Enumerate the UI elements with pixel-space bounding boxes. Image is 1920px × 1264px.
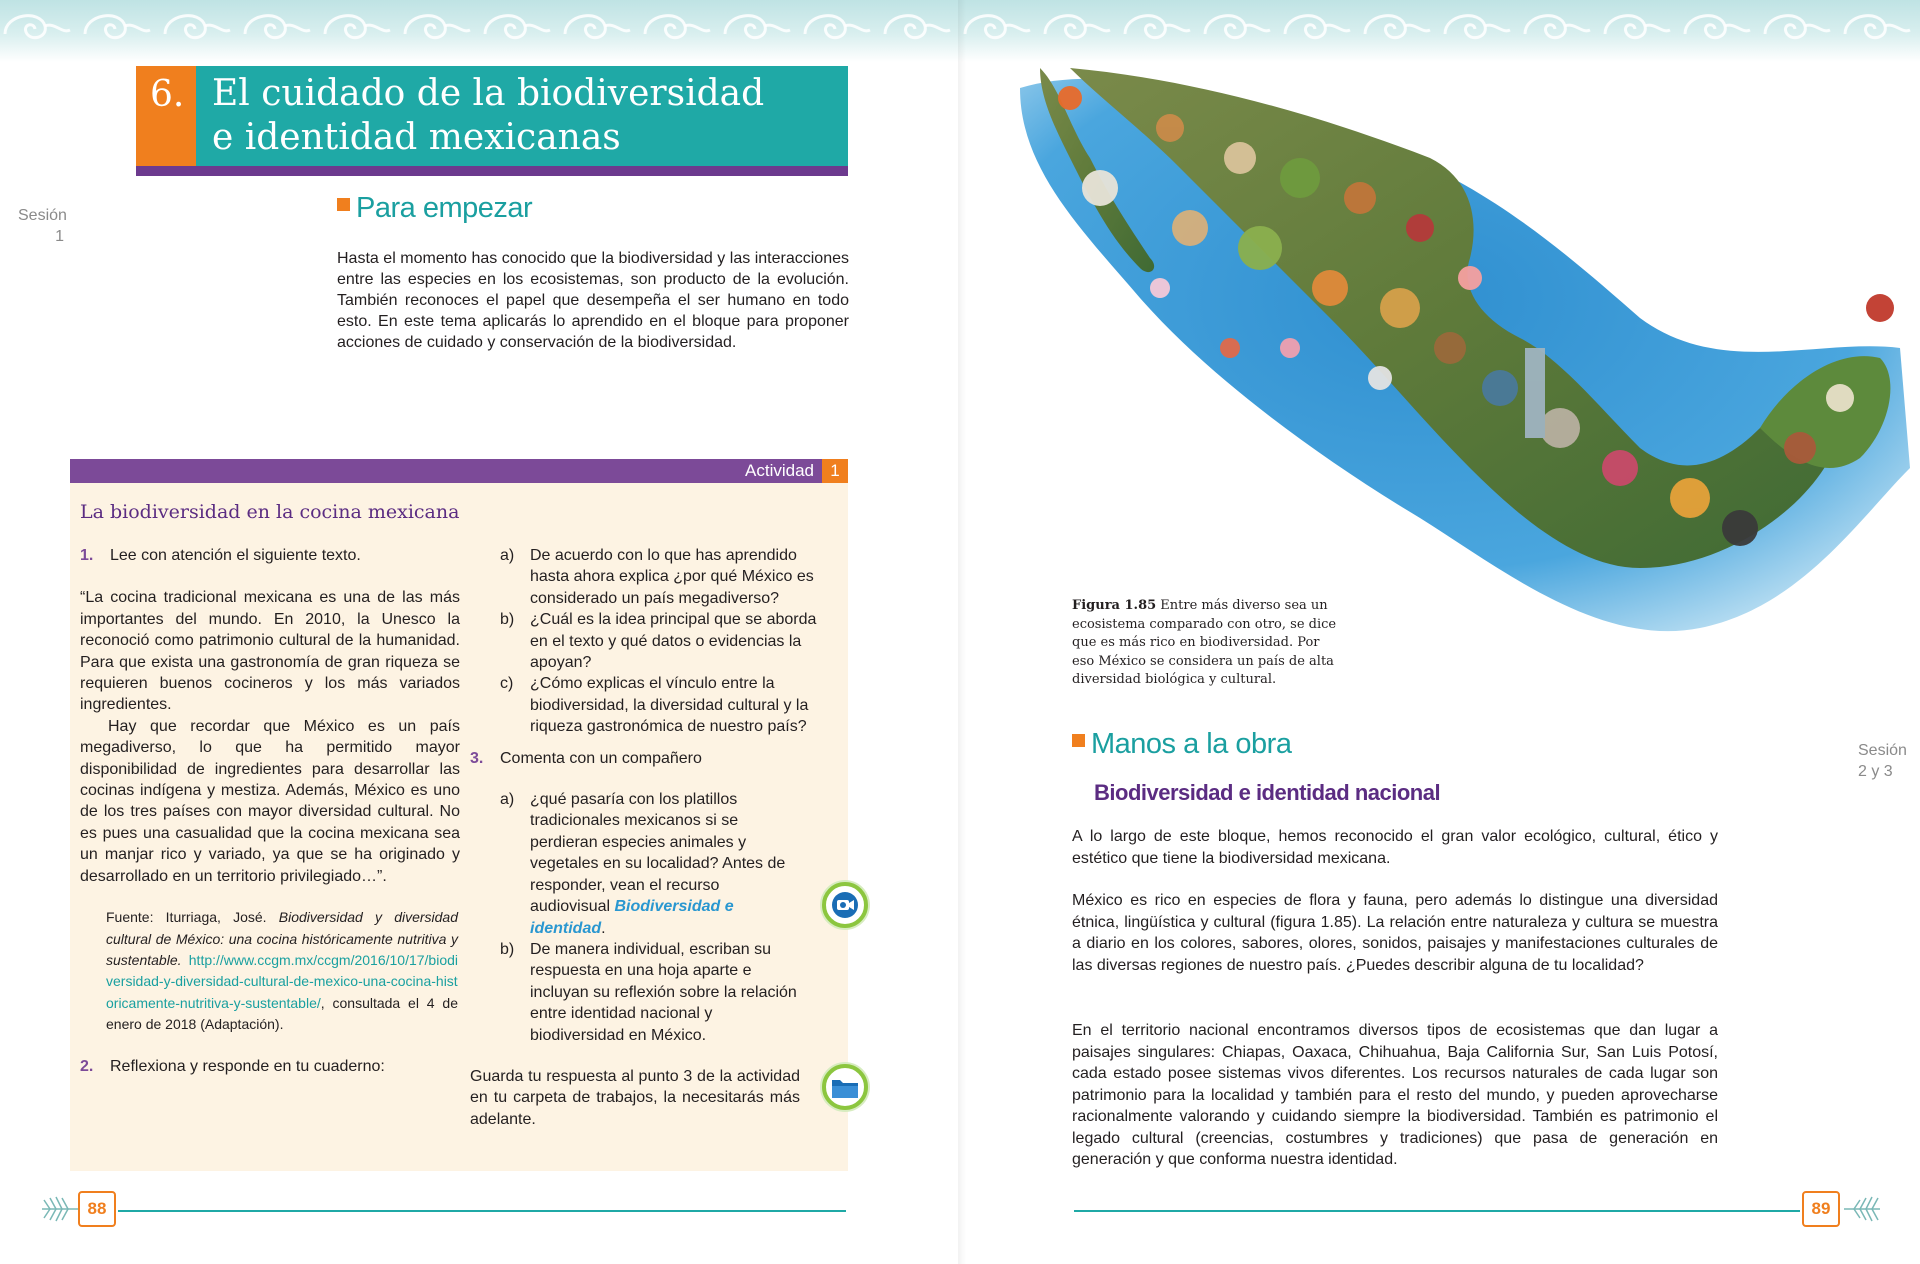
page-number-left: 88	[78, 1191, 116, 1227]
figure-label: Figura 1.85	[1072, 598, 1157, 613]
activity-number: 1	[822, 459, 848, 483]
intro-paragraph: Hasta el momento has conocido que la biodiversidad y las interacciones entre las especies en los ecosistemas, son producto de la evolución. También reconoces el papel que desempeña el ser humano en todo esto. En este tema aplicarás lo aprendido en el bloque para proponer acciones de cuidado y conservación de la biodiversidad.	[337, 250, 849, 351]
session-label: Sesión	[1858, 742, 1907, 759]
portfolio-folder-icon[interactable]	[822, 1064, 868, 1110]
chapter-title-block	[136, 66, 848, 176]
page-number-right: 89	[1802, 1191, 1840, 1227]
book-spine-shadow	[958, 0, 966, 1264]
step-3-a: a) ¿qué pasaría con los platillos tradicionales mexicanos si se perdieran especies animales y vegetales en su localidad? Antes de responder, vean el recurso audiovisual Biodiversidad e identidad.	[500, 791, 786, 937]
orange-square-bullet	[1072, 734, 1085, 747]
title-underline-bar	[136, 166, 848, 176]
section-heading-para-empezar: Para empezar	[337, 192, 532, 225]
chapter-title	[196, 66, 848, 166]
orange-square-bullet	[337, 198, 350, 211]
quote-paragraph-1: “La cocina tradicional mexicana es una de las más importantes del mundo. En 2010, la Unesco la reconoció como patrimonio cultural de la humanidad. Para que exista una gastronomía de gran riqueza se requieren buenos cocineros y los más variados ingredientes.	[80, 589, 460, 714]
chapter-title-line2: e identidad mexicanas	[212, 117, 621, 158]
step-3: 3. Comenta con un compañero	[470, 749, 702, 767]
activity-left-column	[80, 545, 460, 1077]
footer-line-right	[1074, 1210, 1800, 1212]
activity-title: La biodiversidad en la cocina mexicana	[80, 501, 460, 523]
session-label: Sesión	[18, 207, 67, 224]
session-number: 1	[55, 228, 64, 245]
paragraph-1: A lo largo de este bloque, hemos reconocido el gran valor ecológico, cultural, ético y estético que tiene la biodiversidad mexicana.	[1072, 828, 1718, 867]
source-link[interactable]: http://www.ccgm.mx/ccgm/2016/10/17/biodiversidad-y-diversidad-cultural-de-mexico-una-cocina-historicamente-nutritiva-y-sustentable/	[106, 951, 458, 1011]
subsection-heading: Biodiversidad e identidad nacional	[1094, 780, 1441, 805]
activity-label: Actividad	[745, 461, 814, 480]
camera-glyph-icon	[832, 892, 858, 918]
figure-caption: Figura 1.85 Entre más diverso sea un ecosistema comparado con otro, se dice que es más rico en biodiversidad. Por eso México se considera un país de alta diversidad biológica y cultural.	[1072, 598, 1337, 687]
quote-paragraph-2: Hay que recordar que México es un país megadiverso, lo que ha permitido mayor disponibilidad de ingredientes para desarrollar las cocinas indígena y mestiza. Además, México es uno de los tres países con mayor diversidad cultural. No es pues una casualidad que la cocina mexicana sea un manjar rico y variado, ya que se ha originado y desarrollado en un territorio privilegiado…”.	[80, 717, 460, 885]
illustrated-map-of-mexico	[1000, 48, 1920, 688]
folder-glyph-icon	[830, 1074, 860, 1100]
activity-header-bar	[70, 459, 848, 483]
step-3-b: b) De manera individual, escriban su respuesta en una hoja aparte e incluyan su reflexión sobre la relación entre identidad nacional y biodiversidad en México.	[500, 940, 797, 1044]
session-number: 2 y 3	[1858, 763, 1893, 780]
session-marker-right	[1858, 740, 1907, 782]
activity-box	[70, 459, 848, 1171]
chapter-number: 6.	[136, 66, 196, 166]
session-marker-left	[18, 205, 67, 247]
closing-note: Guarda tu respuesta al punto 3 de la actividad en tu carpeta de trabajos, la necesitarás más adelante.	[470, 1067, 800, 1128]
paragraph-3: En el territorio nacional encontramos diversos tipos de ecosistemas que dan lugar a paisajes singulares: Chiapas, Oaxaca, Chihuahua, Baja California Sur, San Luis Potosí, cada estado posee sistemas vivos diferentes. Los recursos naturales de cada lugar son patrimonio para la localidad y también para el resto del mundo, y pueden aprovecharse racionalmente valorando y cuidando siempre la biodiversidad. También es patrimonio el legado cultural (creencias, costumbres y tradiciones) que pasa de generación en generación y que conforma nuestra identidad.	[1072, 1022, 1718, 1168]
footer-line-left	[118, 1210, 846, 1212]
question-a: a) De acuerdo con lo que has aprendido hasta ahora explica ¿por qué México es considerado un país megadiverso?	[500, 547, 814, 607]
step-1: 1. Lee con atención el siguiente texto.	[80, 547, 361, 564]
mexico-biodiversity-illustration	[1000, 48, 1920, 688]
fern-ornament-right	[1842, 1192, 1882, 1226]
paragraph-2: México es rico en especies de flora y fauna, pero además lo distingue una diversidad étnica, lingüística y cultural (figura 1.85). La relación entre naturaleza y cultura se muestra a diario en los colores, sabores, olores, sonidos, paisajes y manifestaciones culturales de las diversas regiones de nuestro país. ¿Puedes describir alguna de tu localidad?	[1072, 892, 1718, 974]
step-2: 2. Reflexiona y responde en tu cuaderno:	[80, 1057, 385, 1075]
fern-ornament-left	[40, 1192, 80, 1226]
chapter-title-line1: El cuidado de la biodiversidad	[212, 73, 765, 114]
question-b: b) ¿Cuál es la idea principal que se aborda en el texto y qué datos o evidencias la apoyan?	[500, 611, 817, 672]
question-c: c) ¿Cómo explicas el vínculo entre la biodiversidad, la diversidad cultural y la riqueza gastronómica de nuestro país?	[500, 675, 809, 736]
section-heading-manos-a-la-obra: Manos a la obra	[1072, 728, 1291, 761]
activity-right-column	[470, 545, 836, 1130]
source-citation: Fuente: Iturriaga, José. Biodiversidad y diversidad cultural de México: una cocina históricamente nutritiva y sustentable. http://www.ccgm.mx/ccgm/2016/10/17/biodiversidad-y-diversidad-cultural-de-mexico-una-cocina-historicamente-nutritiva-y-sustentable/, consultada el 4 de enero de 2018 (Adaptación).	[106, 909, 459, 1033]
audiovisual-resource-link[interactable]: Biodiversidad e identidad	[530, 898, 734, 937]
video-resource-icon[interactable]	[822, 882, 868, 928]
